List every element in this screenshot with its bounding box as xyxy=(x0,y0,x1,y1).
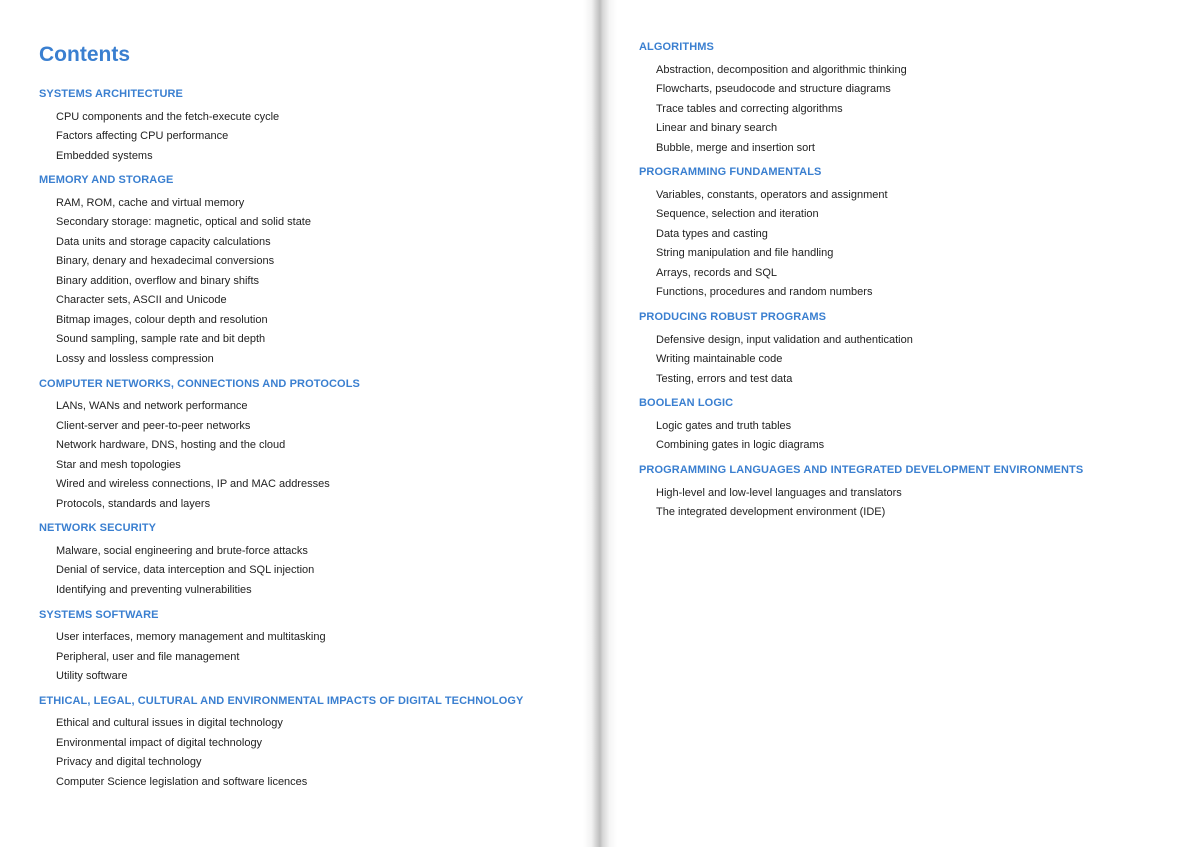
contents-entry[interactable]: Computer Science legislation and software licences xyxy=(56,775,308,788)
right-page xyxy=(602,0,1200,847)
section-heading[interactable]: PROGRAMMING FUNDAMENTALS xyxy=(639,166,822,179)
contents-entry[interactable]: Environmental impact of digital technology xyxy=(56,736,263,749)
contents-entry[interactable]: Sequence, selection and iteration xyxy=(656,208,819,221)
section-heading[interactable]: MEMORY AND STORAGE xyxy=(39,174,174,187)
contents-entry[interactable]: Utility software xyxy=(56,670,128,683)
section-heading[interactable]: ALGORITHMS xyxy=(639,41,714,53)
contents-entry[interactable]: Logic gates and truth tables xyxy=(656,419,792,432)
page-title: Contents xyxy=(39,43,130,66)
contents-section xyxy=(39,521,598,600)
contents-entry[interactable]: Peripheral, user and file management xyxy=(56,650,240,663)
contents-entry[interactable]: Denial of service, data interception and SQL injection xyxy=(56,564,315,577)
contents-entry[interactable]: Data types and casting xyxy=(656,227,768,240)
contents-entry[interactable]: Bubble, merge and insertion sort xyxy=(656,141,815,154)
left-contents-list xyxy=(39,87,598,792)
section-heading[interactable]: SYSTEMS ARCHITECTURE xyxy=(39,88,183,100)
contents-entry[interactable]: Secondary storage: magnetic, optical and solid state xyxy=(56,216,311,229)
contents-entry[interactable]: Writing maintainable code xyxy=(656,353,783,366)
section-heading[interactable]: ETHICAL, LEGAL, CULTURAL AND ENVIRONMENTAL IMPACTS OF DIGITAL TECHNOLOGY xyxy=(39,694,524,707)
contents-entry[interactable]: Bitmap images, colour depth and resolution xyxy=(56,313,268,326)
contents-entry[interactable]: Arrays, records and SQL xyxy=(656,266,778,279)
contents-entry[interactable]: Star and mesh topologies xyxy=(56,458,181,471)
contents-entry[interactable]: Factors affecting CPU performance xyxy=(56,130,229,142)
contents-entry[interactable]: Network hardware, DNS, hosting and the cloud xyxy=(56,439,286,452)
contents-entry[interactable]: Malware, social engineering and brute-force attacks xyxy=(56,544,308,557)
contents-entry[interactable]: The integrated development environment (IDE) xyxy=(656,506,886,519)
contents-entry[interactable]: Flowcharts, pseudocode and structure diagrams xyxy=(656,83,891,95)
contents-section xyxy=(39,173,598,369)
contents-entry[interactable]: High-level and low-level languages and translators xyxy=(656,486,902,499)
contents-entry[interactable]: Embedded systems xyxy=(56,149,153,162)
contents-section xyxy=(39,377,598,515)
right-contents-list xyxy=(639,40,1200,523)
section-heading[interactable]: NETWORK SECURITY xyxy=(39,522,157,535)
contents-entry[interactable]: Character sets, ASCII and Unicode xyxy=(56,294,227,307)
contents-section xyxy=(639,40,1200,158)
contents-entry[interactable]: CPU components and the fetch-execute cycle xyxy=(56,110,280,123)
contents-entry[interactable]: Lossy and lossless compression xyxy=(56,352,214,365)
contents-entry[interactable]: Combining gates in logic diagrams xyxy=(656,439,825,452)
contents-section xyxy=(639,396,1200,456)
contents-entry[interactable]: Variables, constants, operators and assignment xyxy=(656,188,888,201)
contents-entry[interactable]: Trace tables and correcting algorithms xyxy=(656,102,843,115)
section-heading[interactable]: PRODUCING ROBUST PROGRAMS xyxy=(639,311,827,324)
section-heading[interactable]: PROGRAMMING LANGUAGES AND INTEGRATED DEVELOPMENT ENVIRONMENTS xyxy=(639,464,1084,477)
contents-entry[interactable]: User interfaces, memory management and multitasking xyxy=(56,631,326,644)
contents-entry[interactable]: Data units and storage capacity calculations xyxy=(56,235,271,248)
contents-entry[interactable]: Linear and binary search xyxy=(656,122,778,134)
contents-entry[interactable]: Wired and wireless connections, IP and MAC addresses xyxy=(56,478,330,491)
contents-entry[interactable]: Binary, denary and hexadecimal conversions xyxy=(56,255,275,268)
contents-entry[interactable]: Functions, procedures and random numbers xyxy=(656,286,873,299)
contents-entry[interactable]: Ethical and cultural issues in digital technology xyxy=(56,717,283,730)
contents-entry[interactable]: Privacy and digital technology xyxy=(56,756,202,769)
contents-section xyxy=(39,694,598,793)
left-page xyxy=(0,0,598,847)
contents-entry[interactable]: Protocols, standards and layers xyxy=(56,497,211,510)
contents-entry[interactable]: Abstraction, decomposition and algorithmic thinking xyxy=(656,63,907,76)
section-heading[interactable]: COMPUTER NETWORKS, CONNECTIONS AND PROTOCOLS xyxy=(39,377,360,390)
contents-entry[interactable]: LANs, WANs and network performance xyxy=(56,400,248,413)
contents-entry[interactable]: String manipulation and file handling xyxy=(656,247,834,260)
contents-section xyxy=(639,165,1200,303)
contents-entry[interactable]: Client-server and peer-to-peer networks xyxy=(56,419,251,432)
contents-entry[interactable]: Testing, errors and test data xyxy=(656,372,793,385)
section-heading[interactable]: SYSTEMS SOFTWARE xyxy=(39,608,159,621)
contents-section xyxy=(639,310,1200,389)
section-heading[interactable]: BOOLEAN LOGIC xyxy=(639,397,734,410)
contents-section xyxy=(39,608,598,687)
contents-section xyxy=(39,87,598,166)
contents-entry[interactable]: Binary addition, overflow and binary shifts xyxy=(56,274,259,287)
contents-entry[interactable]: Defensive design, input validation and authentication xyxy=(656,333,913,346)
contents-entry[interactable]: RAM, ROM, cache and virtual memory xyxy=(56,196,245,209)
contents-entry[interactable]: Sound sampling, sample rate and bit depth xyxy=(56,333,266,346)
contents-section xyxy=(639,463,1200,523)
contents-entry[interactable]: Identifying and preventing vulnerabilities xyxy=(56,583,252,596)
